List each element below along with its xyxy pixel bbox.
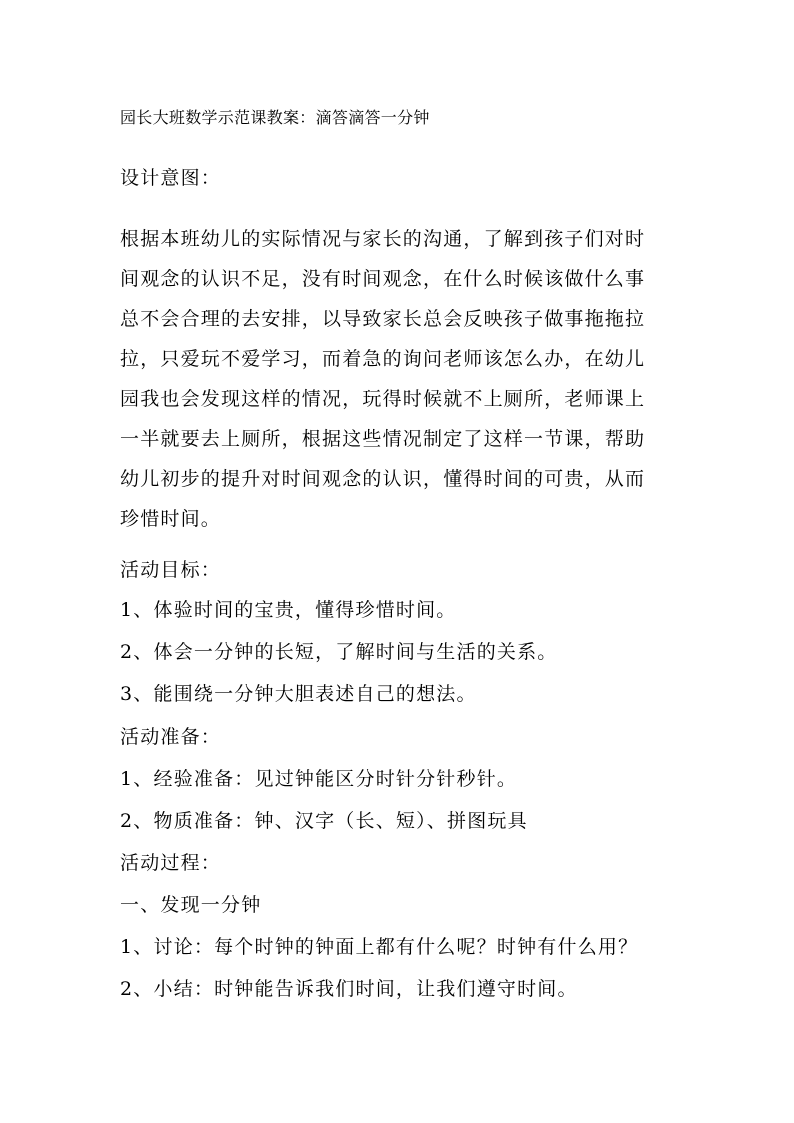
design-heading: 设计意图： (120, 167, 222, 189)
design-paragraph-line: 间观念的认识不足，没有时间观念，在什么时候该做什么事 (120, 268, 646, 290)
design-paragraph-line: 根据本班幼儿的实际情况与家长的沟通，了解到孩子们对时 (120, 228, 646, 250)
process-heading: 活动过程： (120, 852, 222, 874)
goal-item: 1、体验时间的宝贵，懂得珍惜时间。 (120, 599, 457, 621)
design-paragraph-line: 拉，只爱玩不爱学习，而着急的询问老师该怎么办，在幼儿 (120, 348, 646, 370)
design-paragraph-line: 一半就要去上厕所，根据这些情况制定了这样一节课，帮助 (120, 428, 646, 450)
design-paragraph-line: 总不会合理的去安排，以导致家长总会反映孩子做事拖拖拉 (120, 308, 646, 330)
prep-item: 1、经验准备：见过钟能区分时针分针秒针。 (120, 768, 518, 790)
goals-heading: 活动目标： (120, 559, 222, 581)
goal-item: 2、体会一分钟的长短，了解时间与生活的关系。 (120, 641, 558, 663)
design-paragraph-line: 珍惜时间。 (120, 508, 222, 530)
goal-item: 3、能围绕一分钟大胆表述自己的想法。 (120, 683, 477, 705)
prep-heading: 活动准备： (120, 726, 222, 748)
process-section-title: 一、发现一分钟 (120, 894, 262, 916)
design-paragraph-line: 园我也会发现这样的情况，玩得时候就不上厕所，老师课上 (120, 388, 646, 410)
prep-item: 2、物质准备：钟、汉字（长、短）、拼图玩具 (120, 810, 528, 832)
process-item: 2、小结：时钟能告诉我们时间，让我们遵守时间。 (120, 978, 578, 1000)
process-item: 1、讨论：每个时钟的钟面上都有什么呢？时钟有什么用？ (120, 936, 639, 958)
document-title: 园长大班数学示范课教案：滴答滴答一分钟 (120, 108, 430, 127)
design-paragraph-line: 幼儿初步的提升对时间观念的认识，懂得时间的可贵，从而 (120, 468, 646, 490)
